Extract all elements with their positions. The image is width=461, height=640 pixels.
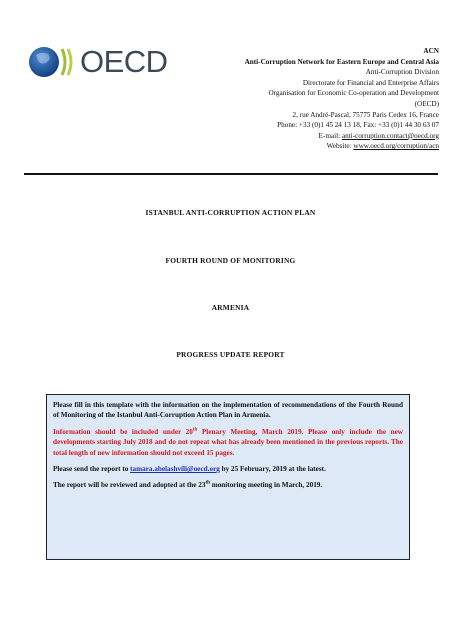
- review-sup: th: [205, 481, 210, 487]
- header-email-line: [139, 131, 439, 142]
- warning-sup: th: [192, 427, 198, 433]
- title-report: PROGRESS UPDATE REPORT: [176, 350, 285, 359]
- instructions-send: [53, 464, 403, 474]
- instructions-paragraph: Please fill in this template with the information on the implementation of recommendations of the Fourth Round of Monitoring of the Istanbul Anti-Corruption Action Plan in Armenia.: [53, 401, 403, 420]
- email-link[interactable]: anti-corruption.contact@oecd.org: [341, 131, 439, 140]
- header-line: Phone: +33 (0)1 45 24 13 18, Fax: +33 (0)1 44 30 63 07: [277, 121, 439, 130]
- email-label: E-mail:: [318, 131, 341, 140]
- title-monitoring-round: FOURTH ROUND OF MONITORING: [165, 256, 296, 265]
- header-line: Anti-Corruption Network for Eastern Europe and Central Asia: [244, 57, 439, 66]
- send-text: Please send the report to: [53, 465, 131, 474]
- organization-header: [139, 46, 439, 152]
- title-action-plan: ISTANBUL ANTI-CORRUPTION ACTION PLAN: [145, 208, 316, 217]
- header-website-line: [139, 141, 439, 152]
- website-link[interactable]: www.oecd.org/corruption/acn: [353, 142, 439, 151]
- review-text: The report will be reviewed and adopted at the 23: [53, 481, 206, 490]
- contact-email-link[interactable]: tamara.abelashvili@oecd.org: [130, 465, 220, 474]
- instructions-warning: [53, 427, 403, 458]
- header-line: Anti-Corruption Division: [365, 68, 439, 77]
- header-line: ACN: [423, 47, 439, 55]
- oecd-globe-icon: [28, 43, 80, 83]
- header-line: Organisation for Economic Co-operation and Development: [268, 89, 439, 98]
- header-line: Directorate for Financial and Enterprise Affairs: [302, 78, 439, 87]
- logo-text: OECD: [80, 44, 168, 79]
- header-line: 2, rue André-Pascal, 75775 Paris Cedex 16, France: [292, 110, 439, 119]
- send-deadline: by 25 February, 2019 at the latest.: [219, 465, 326, 474]
- instructions-review: [53, 480, 403, 490]
- header-divider: [24, 173, 438, 175]
- website-label: Website:: [326, 142, 352, 151]
- instructions-box: [46, 394, 410, 560]
- warning-text-cont: Plenary Meeting, March 2019. Please only include the new developments starting July 2018 and do not repeat what has already been mentioned in the previous reports. The total length of new information should not exceed 15 pages.: [53, 427, 403, 457]
- warning-text: Information should be included under 20: [53, 427, 193, 436]
- title-country: ARMENIA: [211, 303, 250, 312]
- header-line: (OECD): [414, 99, 439, 108]
- review-text-cont: monitoring meeting in March, 2019.: [209, 481, 323, 490]
